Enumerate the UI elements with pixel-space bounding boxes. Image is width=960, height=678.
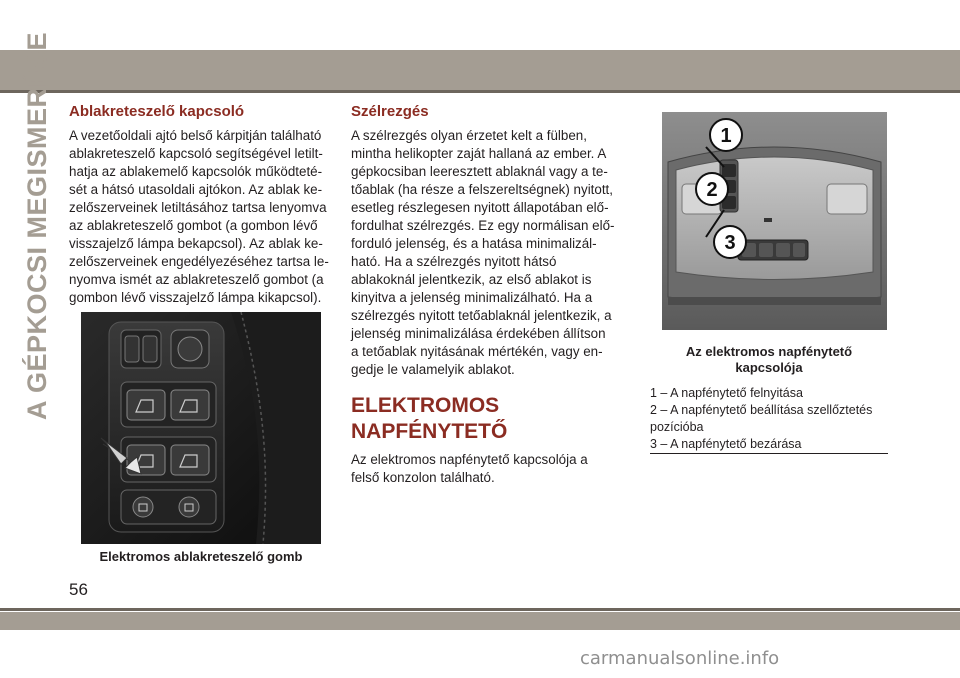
sunroof-heading (351, 393, 507, 445)
text-line: felső konzolon található. (351, 470, 495, 485)
text-line: szélrezgés nyitott tetőablaknál jelentkezik, a (351, 308, 612, 323)
footer-band (0, 612, 960, 630)
text-line: sét a hátsó utasoldali ajtókon. Az ablak ke- (69, 182, 323, 197)
text-line: hatja az ablakemelő kapcsolók működteté- (69, 164, 323, 179)
text-line: az ablakreteszelő gombot (a gombon lévő (69, 218, 318, 233)
watermark: carmanualsonline.info (580, 648, 780, 669)
text-line: gombon lévő visszajelző lámpa kikapcsol). (69, 290, 322, 305)
text-line: jelenség minimalizálása érdekében állítson (351, 326, 606, 341)
text-line: zelőszerveinek letiltásához tartsa lenyomva (69, 200, 327, 215)
text-line: mintha helikopter zaját hallaná az ember. A (351, 146, 607, 161)
legend-rule (650, 453, 888, 454)
buffeting-paragraph (351, 127, 616, 379)
legend-item: 1 – A napfénytető felnyitása (650, 386, 803, 400)
window-lock-caption: Elektromos ablakreteszelő gomb (99, 549, 303, 564)
text-line: visszajelző lámpa bekapcsol). Az ablak ke- (69, 236, 323, 251)
window-switch-photo (81, 312, 321, 544)
text-line: forduló jelenség, és a hatása minimalizál- (351, 236, 597, 251)
buffeting-heading: Szélrezgés (351, 103, 429, 120)
caption-line: kapcsolója (735, 360, 803, 375)
top-margin (0, 0, 960, 50)
text-line: zelőszerveinek engedélyezéséhez tartsa le- (69, 254, 329, 269)
legend-item: 2 – A napfénytető beállítása szellőztetés (650, 403, 873, 417)
footer-band-line (0, 608, 960, 611)
legend-item: 3 – A napfénytető bezárása (650, 437, 802, 451)
text-line: a tetőablak nyitásának mértékén, vagy en- (351, 344, 603, 359)
text-line: Az elektromos napfénytető kapcsolója a (351, 452, 588, 467)
page-number: 56 (69, 580, 88, 599)
caption-line: Az elektromos napfénytető (685, 344, 853, 359)
callout-1: 1 (720, 125, 732, 147)
callout-2: 2 (706, 179, 718, 201)
window-lock-paragraph (69, 127, 334, 307)
text-line: kinyitva a jelenség minimalizálható. Ha a (351, 290, 593, 305)
sunroof-intro (351, 451, 616, 487)
text-line: ablakreteszelő kapcsoló segítségével letilt- (69, 146, 323, 161)
sunroof-heading-line: NAPFÉNYTETŐ (351, 420, 508, 443)
legend-item: pozícióba (650, 420, 704, 434)
text-line: A vezetőoldali ajtó belső kárpitján található (69, 128, 322, 143)
text-line: A szélrezgés olyan érzetet kelt a fülben, (351, 128, 587, 143)
window-lock-heading: Ablakreteszelő kapcsoló (69, 103, 245, 120)
text-line: tőablak (ha része a felszereltségnek) nyitott, (351, 182, 613, 197)
chapter-side-title: A GÉPKOCSI MEGISMERÉSE (22, 31, 52, 420)
text-line: nyomva ismét az ablakreteszelő gombot (a (69, 272, 324, 287)
text-line: gedje le valamelyik ablakot. (351, 362, 515, 377)
text-line: esetleg részlegesen nyitott állapotában elő- (351, 200, 609, 215)
text-line: gépkocsiban leeresztett ablaknál vagy a te- (351, 164, 608, 179)
text-line: ható. Ha a szélrezgés nyitott hátsó (351, 254, 557, 269)
header-band (0, 50, 960, 90)
header-band-line (0, 90, 960, 93)
sunroof-caption (650, 344, 888, 376)
callout-3: 3 (724, 232, 736, 254)
sunroof-switch-photo (662, 112, 887, 330)
sunroof-heading-line: ELEKTROMOS (351, 394, 500, 417)
text-line: ablakoknál jelentkezik, az első ablakot is (351, 272, 592, 287)
text-line: fordulhat szélrezgés. Ez egy normálisan elő- (351, 218, 615, 233)
